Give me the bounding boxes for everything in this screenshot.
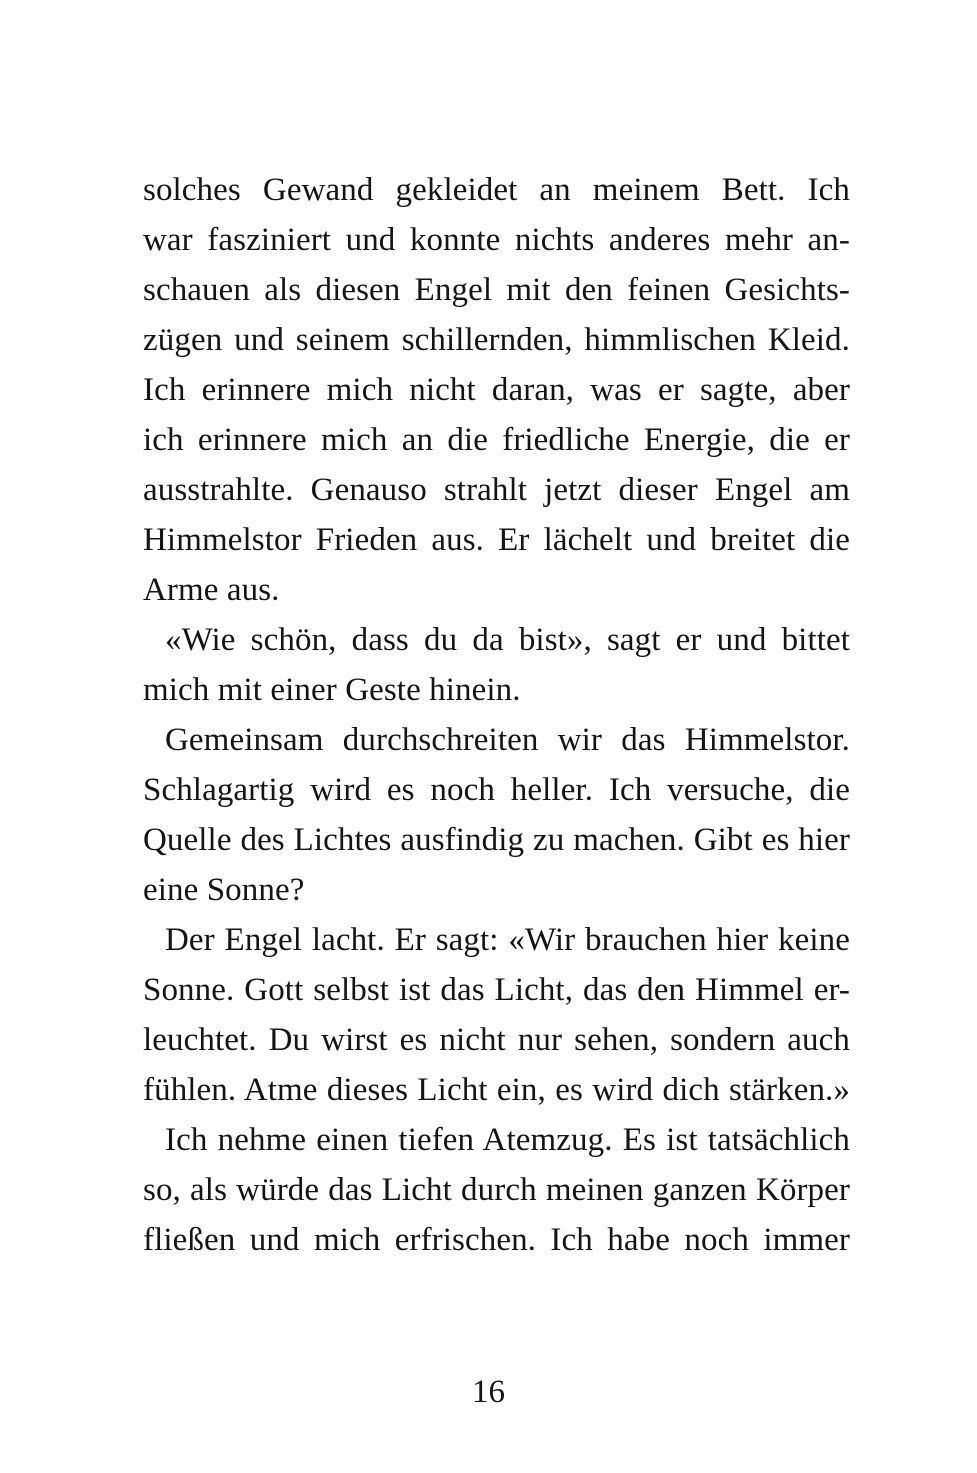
text-line: mich mit einer Geste hinein. [143,672,521,708]
text-line: zügen und seinem schillernden, himmlischen Kleid. [143,322,850,358]
text-line: war fasziniert und konnte nichts anderes mehr an- [143,222,850,258]
text-line: Arme aus. [143,572,280,608]
text-line: Schlagartig wird es noch heller. Ich versuche, die [143,772,850,808]
text-line: Gemeinsam durchschreiten wir das Himmelstor. [165,722,850,758]
text-line: Sonne. Gott selbst ist das Licht, das den Himmel er- [143,972,850,1008]
text-line: fühlen. Atme dieses Licht ein, es wird dich stärken.» [143,1072,850,1108]
text-line: solches Gewand gekleidet an meinem Bett. Ich [143,172,850,208]
text-line: fließen und mich erfrischen. Ich habe noch immer [143,1222,850,1258]
text-line: eine Sonne? [143,872,305,908]
text-line: leuchtet. Du wirst es nicht nur sehen, sondern auch [143,1022,850,1058]
body-text [143,165,850,1265]
text-line: ich erinnere mich an die friedliche Energie, die er [143,422,850,458]
text-line: Der Engel lacht. Er sagt: «Wir brauchen hier keine [165,922,850,958]
text-line: Himmelstor Frieden aus. Er lächelt und breitet die [143,522,850,558]
text-line: Ich erinnere mich nicht daran, was er sagte, aber [143,372,850,408]
page-number: 16 [472,1374,505,1410]
text-line: so, als würde das Licht durch meinen ganzen Körper [143,1172,850,1208]
text-line: ausstrahlte. Genauso strahlt jetzt dieser Engel am [143,472,850,508]
text-line: schauen als diesen Engel mit den feinen Gesichts- [143,272,850,308]
text-line: Ich nehme einen tiefen Atemzug. Es ist tatsächlich [165,1122,850,1158]
text-line: Quelle des Lichtes ausfindig zu machen. Gibt es hier [143,822,850,858]
text-line: «Wie schön, dass du da bist», sagt er und bittet [165,622,850,658]
